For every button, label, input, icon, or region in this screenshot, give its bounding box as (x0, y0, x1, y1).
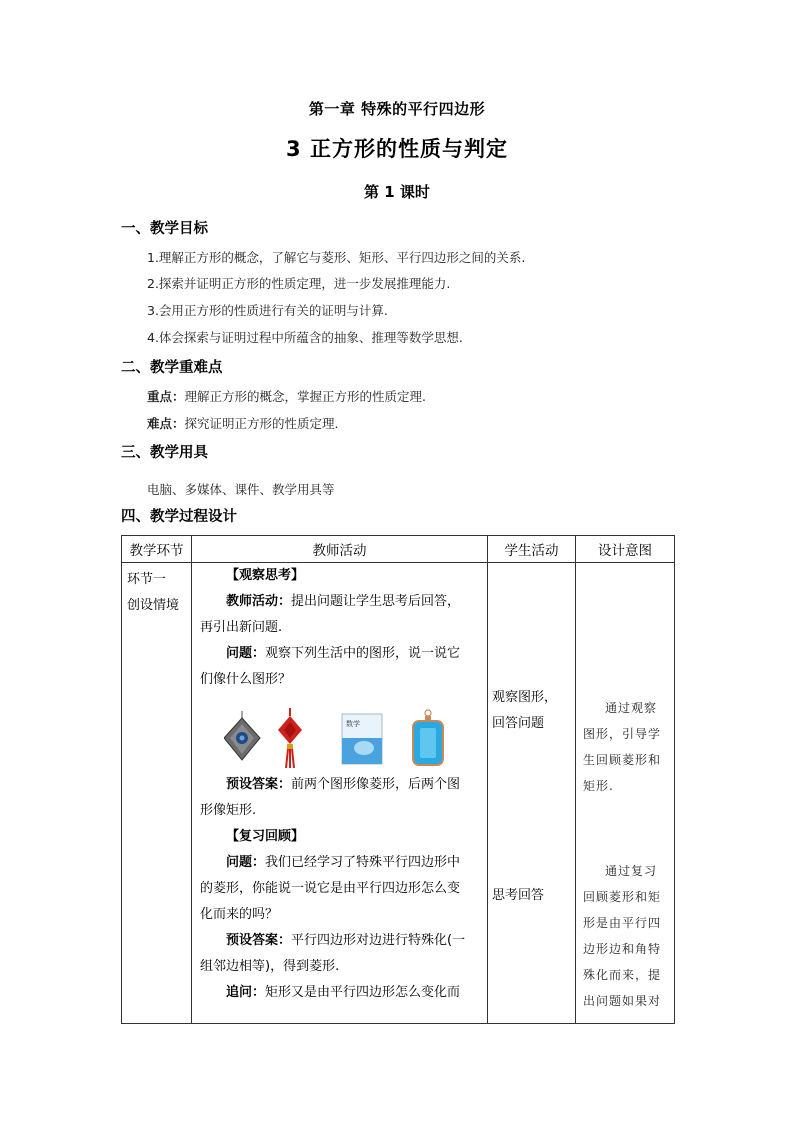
design-intent-2 (583, 858, 671, 1014)
header-design: 设计意图 (576, 536, 675, 563)
header-student: 学生活动 (488, 536, 576, 563)
design-line: 形是由平行四 (583, 916, 662, 930)
goal-item: 4.体会探索与证明过程中所蕴含的抽象、推理等数学思想. (147, 330, 463, 345)
design-line: 矩形. (583, 779, 614, 793)
lesson-title: 3 正方形的性质与判定 (286, 137, 508, 161)
key-point (147, 387, 426, 405)
observe-tag: 【观察思考】 (226, 568, 305, 583)
review-question-line: 的菱形，你能说一说它是由平行四边形怎么变 (200, 881, 461, 896)
answer-line: 形像矩形. (200, 803, 257, 818)
math-textbook-image (342, 714, 382, 764)
design-line: 边形边和角特 (583, 942, 662, 956)
key-point-text: 理解正方形的概念，掌握正方形的性质定理. (184, 389, 426, 404)
review-question-line: 化而来的吗？ (200, 907, 279, 922)
rectangular-gem-pendant-image (413, 710, 443, 765)
key-point-label: 重点： (147, 389, 185, 404)
design-line: 通过观察 (605, 701, 658, 715)
header-teacher: 教师活动 (192, 536, 488, 563)
chapter-title: 第一章 特殊的平行四边形 (308, 100, 486, 118)
difficult-point (147, 414, 339, 432)
stage-line: 环节一 (127, 572, 167, 587)
teacher-activity-line: 教师活动：提出问题让学生思考后回答， (226, 594, 461, 609)
review-answer-line: 组邻边相等)，得到菱形. (200, 959, 340, 974)
lesson-plan-table (121, 535, 675, 1024)
red-chinese-knot-image (278, 708, 302, 768)
example-images (224, 708, 464, 768)
stage-line: 创设情境 (127, 598, 180, 613)
student-activity-line: 回答问题 (492, 716, 545, 731)
review-question-line: 问题：我们已经学习了特殊平行四边形中 (226, 855, 461, 870)
rhombus-pendant-image (224, 711, 260, 760)
goal-item: 2.探索并证明正方形的性质定理，进一步发展推理能力. (147, 276, 451, 291)
student-activity-cell (488, 563, 576, 1024)
tools-text: 电脑、多媒体、课件、教学用具等 (147, 482, 335, 497)
teacher-activity-cell (192, 563, 488, 1024)
design-line: 图形，引导学 (583, 727, 662, 741)
goals-heading: 一、教学目标 (121, 221, 208, 237)
design-line: 通过复习 (605, 864, 658, 878)
tools-heading: 三、教学用具 (121, 445, 208, 461)
review-tag: 【复习回顾】 (226, 829, 305, 844)
table-row (122, 563, 675, 1024)
header-stage: 教学环节 (122, 536, 192, 563)
design-line: 生回顾菱形和 (583, 753, 662, 767)
student-activity-line: 思考回答 (492, 888, 545, 903)
student-activity-line: 观察图形， (492, 690, 558, 705)
difficult-point-text: 探究证明正方形的性质定理. (184, 416, 339, 431)
design-line: 出问题如果对 (583, 994, 662, 1008)
key-points-heading: 二、教学重难点 (121, 360, 223, 376)
goal-item: 3.会用正方形的性质进行有关的证明与计算. (147, 303, 388, 318)
design-line: 殊化而来，提 (583, 968, 662, 982)
process-heading: 四、教学过程设计 (121, 509, 237, 525)
stage-name (122, 563, 191, 619)
answer-line: 预设答案：前两个图形像菱形，后两个图 (226, 777, 461, 792)
teacher-activity-line: 再引出新问题. (200, 620, 283, 635)
lesson-period: 第 1 课时 (364, 183, 430, 201)
design-line: 回顾菱形和矩 (583, 890, 662, 904)
difficult-point-label: 难点： (147, 416, 185, 431)
design-intent-cell (576, 563, 675, 1024)
question-line: 问题：观察下列生活中的图形，说一说它 (226, 646, 461, 661)
stage-cell (122, 563, 192, 1024)
design-intent-1 (583, 695, 671, 799)
goal-item: 1.理解正方形的概念，了解它与菱形、矩形、平行四边形之间的关系. (147, 250, 526, 265)
question-line: 们像什么图形？ (200, 672, 292, 687)
table-header-row (122, 536, 675, 563)
review-answer-line: 预设答案：平行四边形对边进行特殊化(一 (226, 933, 466, 948)
follow-up-line: 追问：矩形又是由平行四边形怎么变化而 (226, 985, 461, 1000)
book-cover-label: 数学 (346, 720, 360, 728)
